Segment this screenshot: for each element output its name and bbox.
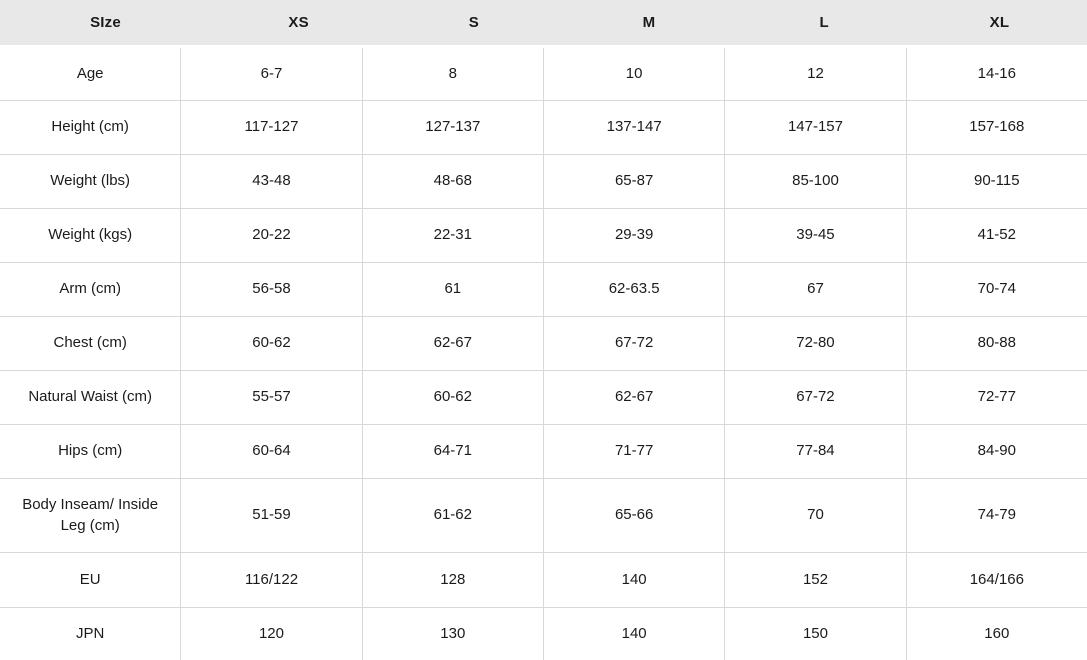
header-cell-s: S — [468, 14, 479, 31]
size-chart-body — [0, 48, 1087, 660]
cell: 74-79 — [977, 506, 1016, 524]
cell: 117-127 — [181, 101, 362, 154]
header-cell-size: SIze — [90, 14, 121, 31]
cell: 152 — [725, 553, 906, 607]
table-row-natural-waist — [0, 371, 1087, 425]
cell: 60-64 — [181, 425, 362, 478]
row-label: Body Inseam/ Inside Leg (cm) — [0, 479, 181, 552]
cell: 8 — [363, 48, 544, 100]
cell: 65-66 — [544, 479, 725, 552]
cell: 164/166 — [969, 570, 1024, 588]
table-row-eu — [0, 553, 1087, 608]
cell: 130 — [363, 608, 544, 660]
cell: 29-39 — [544, 209, 725, 262]
row-label: Weight (kgs) — [0, 209, 181, 262]
cell: 56-58 — [181, 263, 362, 316]
cell: 67-72 — [725, 371, 906, 424]
table-row-jpn — [0, 608, 1087, 660]
cell: 85-100 — [725, 155, 906, 208]
header-cell-m: M — [642, 14, 656, 31]
cell: 127-137 — [363, 101, 544, 154]
cell: 67 — [725, 263, 906, 316]
cell: 60-62 — [181, 317, 362, 370]
row-label: Weight (lbs) — [0, 155, 181, 208]
cell: 61 — [363, 263, 544, 316]
cell: 70 — [725, 479, 906, 552]
row-label: JPN — [0, 608, 181, 660]
cell: 120 — [181, 608, 362, 660]
size-chart-header-row — [0, 0, 1087, 45]
cell: 62-63.5 — [544, 263, 725, 316]
row-label: Chest (cm) — [0, 317, 181, 370]
cell: 150 — [725, 608, 906, 660]
cell: 51-59 — [181, 479, 362, 552]
table-row-chest — [0, 317, 1087, 371]
cell: 14-16 — [977, 64, 1016, 82]
table-row-height — [0, 101, 1087, 155]
cell: 80-88 — [977, 334, 1016, 352]
cell: 140 — [544, 608, 725, 660]
cell: 128 — [363, 553, 544, 607]
cell: 157-168 — [969, 118, 1025, 136]
cell: 137-147 — [544, 101, 725, 154]
cell: 10 — [544, 48, 725, 100]
cell: 71-77 — [544, 425, 725, 478]
cell: 22-31 — [363, 209, 544, 262]
cell: 6-7 — [181, 48, 362, 100]
cell: 67-72 — [544, 317, 725, 370]
cell: 62-67 — [363, 317, 544, 370]
cell: 41-52 — [977, 226, 1016, 244]
cell: 116/122 — [181, 553, 362, 607]
cell: 43-48 — [181, 155, 362, 208]
cell: 72-80 — [725, 317, 906, 370]
cell: 70-74 — [977, 280, 1016, 298]
cell: 64-71 — [363, 425, 544, 478]
table-row-age — [0, 48, 1087, 101]
cell: 90-115 — [974, 172, 1020, 190]
cell: 160 — [984, 624, 1010, 642]
header-cell-xs: XS — [288, 14, 309, 31]
row-label: Arm (cm) — [0, 263, 181, 316]
row-label: Height (cm) — [0, 101, 181, 154]
table-row-arm — [0, 263, 1087, 317]
table-row-weight-kgs — [0, 209, 1087, 263]
cell: 147-157 — [725, 101, 906, 154]
cell: 84-90 — [977, 442, 1016, 460]
row-label: Age — [0, 48, 181, 100]
table-row-weight-lbs — [0, 155, 1087, 209]
cell: 39-45 — [725, 209, 906, 262]
cell: 77-84 — [725, 425, 906, 478]
cell: 60-62 — [363, 371, 544, 424]
cell: 61-62 — [363, 479, 544, 552]
table-row-body-inseam — [0, 479, 1087, 553]
row-label: Natural Waist (cm) — [0, 371, 181, 424]
table-row-hips — [0, 425, 1087, 479]
header-cell-l: L — [819, 14, 829, 31]
cell: 55-57 — [181, 371, 362, 424]
row-label: Hips (cm) — [0, 425, 181, 478]
cell: 62-67 — [544, 371, 725, 424]
row-label: EU — [0, 553, 181, 607]
cell: 20-22 — [181, 209, 362, 262]
cell: 140 — [544, 553, 725, 607]
cell: 48-68 — [363, 155, 544, 208]
header-cell-xl: XL — [989, 14, 1010, 31]
cell: 72-77 — [977, 388, 1016, 406]
cell: 65-87 — [544, 155, 725, 208]
cell: 12 — [725, 48, 906, 100]
